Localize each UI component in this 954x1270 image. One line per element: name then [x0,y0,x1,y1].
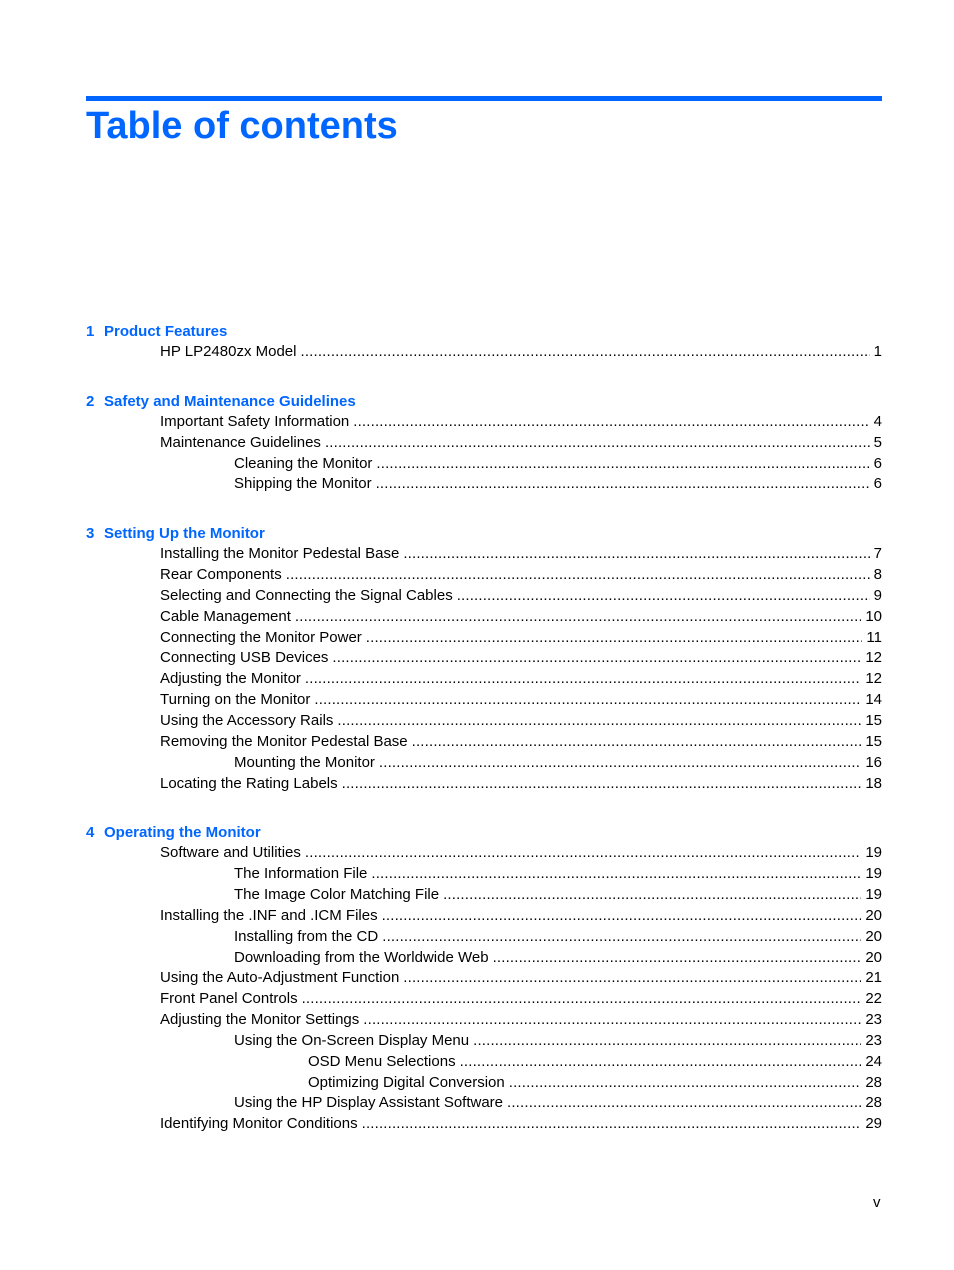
toc-entry-link[interactable] [86,433,882,454]
toc-entry-link[interactable] [86,927,882,948]
toc-entry-title: Mounting the Monitor [234,753,375,771]
chapter-title: Product Features [104,323,228,340]
toc-entry-title: Adjusting the Monitor Settings [160,1011,360,1029]
toc-entry-page: 23 [865,1031,882,1049]
toc-entry-page: 12 [865,670,882,688]
toc-entry-title: Using the Accessory Rails [160,711,334,729]
dot-leader [382,906,862,927]
toc-entry-title: Connecting USB Devices [160,649,329,667]
chapter-heading-link[interactable] [86,391,882,412]
toc-entry-title: Removing the Monitor Pedestal Base [160,732,408,750]
toc-entry-link[interactable] [86,1073,882,1094]
chapter-title: Safety and Maintenance Guidelines [104,392,356,410]
toc-entry-title: OSD Menu Selections [308,1052,456,1070]
dot-leader [443,885,861,906]
dot-leader [362,1114,862,1135]
dot-leader [305,669,861,690]
dot-leader [412,732,862,753]
dot-leader [295,607,861,628]
dot-leader [473,1031,861,1052]
toc-chapter [86,321,882,363]
chapter-number: 2 [86,392,95,410]
toc-entry-page: 21 [865,969,882,987]
dot-leader [366,628,863,649]
toc-entry-title: Rear Components [160,566,282,584]
toc-entry-page: 1 [873,343,882,360]
toc-entry-link[interactable] [86,648,882,669]
toc-entry-title: Adjusting the Monitor [160,670,301,688]
toc-entry-link[interactable] [86,753,882,774]
toc-entry-link[interactable] [86,586,882,607]
toc-entry-title: HP LP2480zx Model [160,343,297,360]
toc-entry-link[interactable] [86,1114,882,1135]
toc-entry-link[interactable] [86,342,882,363]
dot-leader [305,843,861,864]
dot-leader [457,586,870,607]
toc-entry-page: 18 [865,774,882,792]
toc-entry-page: 7 [873,545,882,563]
toc-entry-link[interactable] [86,774,882,795]
toc-entry-link[interactable] [86,885,882,906]
dot-leader [332,648,861,669]
toc-entry-link[interactable] [86,732,882,753]
toc-entry-page: 19 [865,844,882,862]
toc-entry-page: 4 [873,412,882,430]
toc-entry-page: 28 [865,1073,882,1091]
toc-entry-title: Cleaning the Monitor [234,454,373,472]
toc-entry-page: 15 [865,711,882,729]
toc-list [86,321,882,1163]
toc-entry-page: 22 [865,990,882,1008]
toc-entry-page: 8 [873,566,882,584]
chapter-heading-link[interactable] [86,321,882,342]
toc-entry-link[interactable] [86,412,882,433]
toc-entry-title: Installing from the CD [234,927,379,945]
toc-entry-page: 23 [865,1011,882,1029]
toc-entry-page: 6 [873,454,882,472]
toc-entry-title: Maintenance Guidelines [160,433,321,451]
toc-entry-link[interactable] [86,711,882,732]
toc-entry-title: Turning on the Monitor [160,691,311,709]
toc-entry-page: 19 [865,865,882,883]
toc-entry-link[interactable] [86,989,882,1010]
toc-entry-page: 20 [865,906,882,924]
dot-leader [337,711,861,732]
dot-leader [300,342,869,363]
dot-leader [509,1073,862,1094]
toc-entry-page: 19 [865,886,882,904]
dot-leader [403,544,869,565]
dot-leader [493,948,862,969]
toc-entry-link[interactable] [86,1031,882,1052]
toc-entry-title: Installing the Monitor Pedestal Base [160,545,400,563]
toc-entry-title: Locating the Rating Labels [160,774,338,792]
title-rule [86,96,882,101]
dot-leader [376,474,870,495]
toc-entry-link[interactable] [86,948,882,969]
dot-leader [376,454,869,475]
toc-entry-page: 11 [866,628,882,646]
toc-chapter [86,391,882,495]
toc-entry-link[interactable] [86,474,882,495]
toc-entry-link[interactable] [86,843,882,864]
toc-entry-link[interactable] [86,628,882,649]
toc-entry-page: 16 [865,753,882,771]
toc-entry-link[interactable] [86,607,882,628]
toc-entry-page: 15 [865,732,882,750]
toc-entry-title: Optimizing Digital Conversion [308,1073,505,1091]
dot-leader [353,412,869,433]
dot-leader [507,1093,861,1114]
dot-leader [314,690,861,711]
chapter-heading-link[interactable] [86,822,882,843]
toc-entry-page: 12 [865,649,882,667]
dot-leader [379,753,861,774]
toc-entry-title: Connecting the Monitor Power [160,628,362,646]
toc-entry-link[interactable] [86,454,882,475]
toc-entry-page: 20 [865,927,882,945]
toc-entry-link[interactable] [86,968,882,989]
toc-entry-title: Using the On-Screen Display Menu [234,1031,470,1049]
toc-entry-page: 9 [873,586,882,604]
toc-entry-page: 10 [865,607,882,625]
toc-entry-page: 20 [865,948,882,966]
toc-entry-title: Front Panel Controls [160,990,298,1008]
dot-leader [403,968,861,989]
toc-entry-title: Installing the .INF and .ICM Files [160,906,378,924]
toc-entry-link[interactable] [86,864,882,885]
dot-leader [286,565,870,586]
chapter-number: 1 [86,323,95,340]
toc-entry-page: 5 [873,433,882,451]
toc-entry-page: 29 [865,1115,882,1133]
toc-entry-title: The Image Color Matching File [234,886,440,904]
toc-chapter [86,822,882,1135]
toc-entry-title: Selecting and Connecting the Signal Cables [160,586,453,604]
dot-leader [342,774,862,795]
toc-entry-title: Downloading from the Worldwide Web [234,948,489,966]
toc-entry-title: Software and Utilities [160,844,301,862]
chapter-heading-link[interactable] [86,523,882,544]
toc-entry-link[interactable] [86,1052,882,1073]
toc-chapter [86,523,882,794]
dot-leader [460,1052,862,1073]
toc-entry-link[interactable] [86,690,882,711]
toc-entry-link[interactable] [86,1010,882,1031]
toc-entry-link[interactable] [86,565,882,586]
dot-leader [325,433,870,454]
toc-entry-page: 28 [865,1094,882,1112]
dot-leader [302,989,862,1010]
chapter-title: Operating the Monitor [104,824,261,842]
toc-entry-title: Cable Management [160,607,291,625]
toc-entry-title: Important Safety Information [160,412,350,430]
toc-entry-title: The Information File [234,865,368,883]
dot-leader [371,864,861,885]
toc-entry-title: Shipping the Monitor [234,475,372,493]
toc-entry-link[interactable] [86,1093,882,1114]
toc-entry-page: 24 [865,1052,882,1070]
toc-entry-link[interactable] [86,906,882,927]
toc-entry-link[interactable] [86,669,882,690]
dot-leader [363,1010,861,1031]
chapter-number: 3 [86,525,95,543]
page-title: Table of contents [86,105,398,147]
page-number: v [873,1194,881,1211]
toc-entry-title: Using the Auto-Adjustment Function [160,969,400,987]
dot-leader [382,927,861,948]
toc-entry-title: Identifying Monitor Conditions [160,1115,358,1133]
chapter-title: Setting Up the Monitor [104,525,265,543]
toc-entry-page: 14 [865,691,882,709]
toc-entry-link[interactable] [86,544,882,565]
toc-entry-title: Using the HP Display Assistant Software [234,1094,504,1112]
chapter-number: 4 [86,824,95,842]
toc-entry-page: 6 [873,475,882,493]
